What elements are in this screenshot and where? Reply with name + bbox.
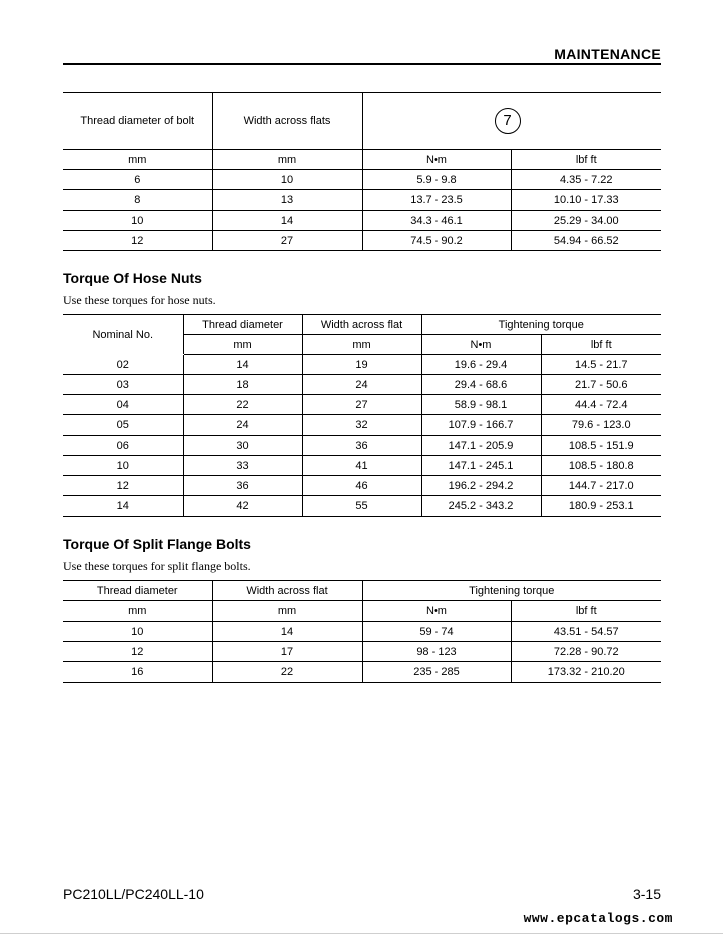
watermark-url: www.epcatalogs.com	[523, 911, 673, 926]
table-row	[63, 622, 661, 642]
header-width-across-flats: Width across flats	[212, 93, 362, 150]
cell: 44.4 - 72.4	[541, 395, 661, 415]
cell: 06	[63, 436, 183, 456]
cell: 36	[302, 436, 421, 456]
cell: 43.51 - 54.57	[511, 622, 661, 642]
cell: 108.5 - 151.9	[541, 436, 661, 456]
cell: 58.9 - 98.1	[421, 395, 541, 415]
cell: 8	[63, 190, 212, 211]
table-row	[63, 496, 661, 517]
table-header-row	[63, 315, 661, 335]
units-row	[63, 150, 661, 170]
cell: 4.35 - 7.22	[511, 170, 661, 190]
cell: 19.6 - 29.4	[421, 355, 541, 375]
cell: 10	[63, 622, 212, 642]
cell: 74.5 - 90.2	[362, 231, 511, 251]
hose-nut-torque-table	[63, 314, 661, 517]
unit-cell: N•m	[362, 601, 511, 622]
unit-cell: mm	[63, 601, 212, 622]
footer-page-number: 3-15	[632, 886, 661, 902]
section-title-split-flange: Torque Of Split Flange Bolts	[63, 536, 251, 552]
cell: 12	[63, 231, 212, 251]
header-width-across-flat: Width across flat	[212, 581, 362, 601]
units-row	[63, 601, 661, 622]
header-thread-diameter: Thread diameter	[183, 315, 302, 335]
cell: 05	[63, 415, 183, 436]
cell: 10	[63, 211, 212, 231]
cell: 22	[212, 662, 362, 683]
table-row	[63, 395, 661, 415]
cell: 18	[183, 375, 302, 395]
torque-symbol-cell	[362, 93, 661, 150]
cell: 36	[183, 476, 302, 496]
cell: 25.29 - 34.00	[511, 211, 661, 231]
cell: 04	[63, 395, 183, 415]
table-header-row	[63, 93, 661, 150]
cell: 14	[183, 355, 302, 375]
table-row	[63, 456, 661, 476]
cell: 10	[63, 456, 183, 476]
header-tightening-torque: Tightening torque	[362, 581, 661, 601]
bolt-torque-table	[63, 92, 661, 251]
cell: 10.10 - 17.33	[511, 190, 661, 211]
unit-cell: mm	[63, 150, 212, 170]
cell: 32	[302, 415, 421, 436]
cell: 29.4 - 68.6	[421, 375, 541, 395]
table-row	[63, 436, 661, 456]
cell: 22	[183, 395, 302, 415]
cell: 17	[212, 642, 362, 662]
cell: 5.9 - 9.8	[362, 170, 511, 190]
cell: 12	[63, 642, 212, 662]
cell: 235 - 285	[362, 662, 511, 683]
table-row	[63, 355, 661, 375]
unit-cell: N•m	[421, 335, 541, 355]
unit-cell: lbf ft	[511, 150, 661, 170]
unit-cell: mm	[212, 150, 362, 170]
header-width-across-flat: Width across flat	[302, 315, 421, 335]
cell: 196.2 - 294.2	[421, 476, 541, 496]
cell: 72.28 - 90.72	[511, 642, 661, 662]
cell: 41	[302, 456, 421, 476]
table-row	[63, 190, 661, 211]
unit-cell: mm	[212, 601, 362, 622]
table-row	[63, 415, 661, 436]
cell: 24	[302, 375, 421, 395]
cell: 6	[63, 170, 212, 190]
cell: 10	[212, 170, 362, 190]
bottom-rule	[0, 933, 723, 934]
cell: 147.1 - 245.1	[421, 456, 541, 476]
cell: 14	[212, 211, 362, 231]
cell: 27	[302, 395, 421, 415]
cell: 34.3 - 46.1	[362, 211, 511, 231]
table-header-row	[63, 581, 661, 601]
cell: 144.7 - 217.0	[541, 476, 661, 496]
header-thread-diameter: Thread diameter	[63, 581, 212, 601]
cell: 147.1 - 205.9	[421, 436, 541, 456]
split-flange-torque-table	[63, 580, 661, 683]
cell: 54.94 - 66.52	[511, 231, 661, 251]
cell: 245.2 - 343.2	[421, 496, 541, 517]
unit-cell: mm	[302, 335, 421, 355]
table-row	[63, 375, 661, 395]
cell: 79.6 - 123.0	[541, 415, 661, 436]
cell: 12	[63, 476, 183, 496]
table-row	[63, 642, 661, 662]
header-nominal-no: Nominal No.	[63, 315, 183, 355]
cell: 27	[212, 231, 362, 251]
table-row	[63, 662, 661, 683]
unit-cell: lbf ft	[511, 601, 661, 622]
header-thread-diameter: Thread diameter of bolt	[63, 93, 212, 150]
cell: 03	[63, 375, 183, 395]
cell: 173.32 - 210.20	[511, 662, 661, 683]
table-row	[63, 476, 661, 496]
cell: 59 - 74	[362, 622, 511, 642]
cell: 46	[302, 476, 421, 496]
cell: 55	[302, 496, 421, 517]
header-rule	[63, 63, 661, 65]
table-row	[63, 170, 661, 190]
cell: 180.9 - 253.1	[541, 496, 661, 517]
table-row	[63, 211, 661, 231]
cell: 14	[212, 622, 362, 642]
cell: 98 - 123	[362, 642, 511, 662]
cell: 24	[183, 415, 302, 436]
cell: 14	[63, 496, 183, 517]
cell: 33	[183, 456, 302, 476]
cell: 19	[302, 355, 421, 375]
header-tightening-torque: Tightening torque	[421, 315, 661, 335]
cell: 107.9 - 166.7	[421, 415, 541, 436]
cell: 30	[183, 436, 302, 456]
cell: 108.5 - 180.8	[541, 456, 661, 476]
unit-cell: mm	[183, 335, 302, 355]
cell: 02	[63, 355, 183, 375]
cell: 13.7 - 23.5	[362, 190, 511, 211]
table-row	[63, 231, 661, 251]
section-subtitle-split-flange: Use these torques for split flange bolts.	[63, 559, 251, 573]
unit-cell: N•m	[362, 150, 511, 170]
section-subtitle-hose-nuts: Use these torques for hose nuts.	[63, 293, 216, 307]
cell: 42	[183, 496, 302, 517]
cell: 13	[212, 190, 362, 211]
cell: 16	[63, 662, 212, 683]
section-title-hose-nuts: Torque Of Hose Nuts	[63, 270, 202, 286]
cell: 21.7 - 50.6	[541, 375, 661, 395]
page-header-title: MAINTENANCE	[554, 46, 661, 62]
cell: 14.5 - 21.7	[541, 355, 661, 375]
torque-symbol-7-icon: 7	[495, 108, 521, 134]
unit-cell: lbf ft	[541, 335, 661, 355]
footer-model: PC210LL/PC240LL-10	[63, 886, 204, 902]
